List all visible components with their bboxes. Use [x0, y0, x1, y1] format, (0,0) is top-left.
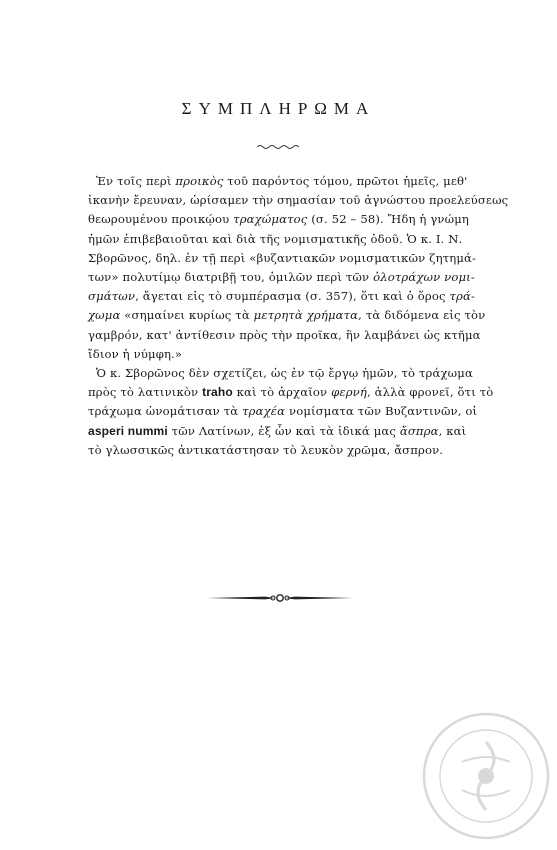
- paragraph-1: Ἐν τοῖς περὶ προικὸς τοῦ παρόντος τόμου, πρῶτοι ἡμεῖς, μεθ' ἱκανὴν ἔρευναν, ὡρίσαμεν τὴν σημασίαν τοῦ ἀγνώστου προελεύσεως θεωρουμένου προικῴου τραχώματος (σ. 52 – 58). Ἤδη ἡ γνώμη ἡμῶν ἐπιβεβαιοῦται καὶ διὰ τῆς νομισματικῆς ὁδοῦ. Ὁ κ. Ι. Ν. Σβορῶνος, δηλ. ἐν τῇ περὶ «βυζαντιακῶν νομισματικῶν ζητημά- των» πολυτίμῳ διατριβῇ του, ὁμιλῶν περὶ τῶν ὁλοτράχων νομι- σμάτων, ἄγεται εἰς τὸ συμπέρασμα (σ. 357), ὅτι καὶ ὁ ὅρος τρά- χωμα «σημαίνει κυρίως τὰ μετρητὰ χρήματα, τὰ διδόμενα εἰς τὸν γαμβρόν, κατ' ἀντίθεσιν πρὸς τὴν προῖκα, ἣν λαμβάνει ὡς κτῆμα ἴδιον ἡ νύμφη.»: [88, 174, 509, 361]
- body-text: [88, 172, 509, 460]
- paragraph-2: Ὁ κ. Σβορῶνος δὲν σχετίζει, ὡς ἐν τῷ ἔργῳ ἡμῶν, τὸ τράχωμα πρὸς τὸ λατινικὸν traho καὶ τὸ ἀρχαῖον φερνή, ἀλλὰ φρονεῖ, ὅτι τὸ τράχωμα ὠνομάτισαν τὰ τραχέα νομίσματα τῶν Βυζαντινῶν, οἱ asperi nummi τῶν Λατίνων, ἐξ ὧν καὶ τὰ ἰδικά μας ἄσπρα, καὶ τὸ γλωσσικῶς ἀντικατάστησαν τὸ λευκὸν χρῶμα, ἄσπρον.: [88, 366, 494, 457]
- page-title: ΣΥΜΠΛΗΡΩΜΑ: [181, 99, 376, 118]
- end-ornament: [205, 591, 355, 605]
- university-seal-watermark: [422, 712, 550, 840]
- wavy-rule-ornament: [256, 143, 302, 151]
